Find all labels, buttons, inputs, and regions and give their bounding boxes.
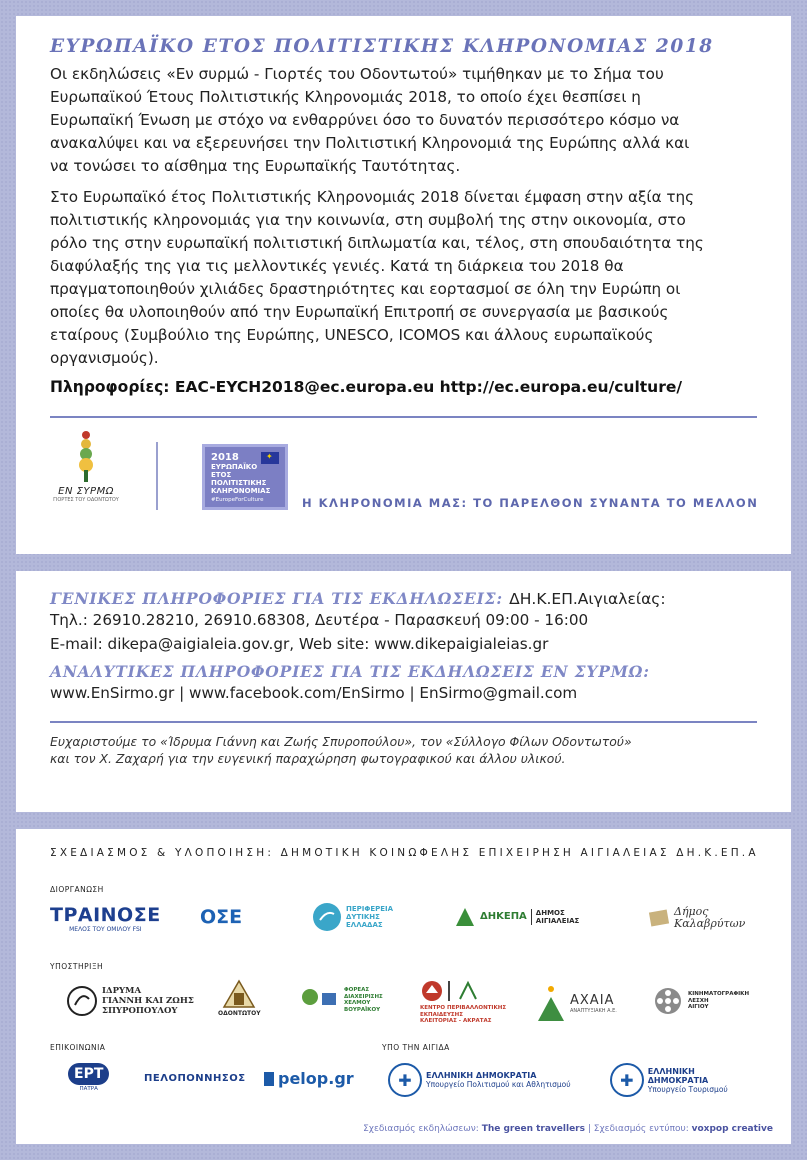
eych-paragraph-1: Οι εκδηλώσεις «Εν συρμώ - Γιορτές του Οδοντωτού» τιμήθηκαν με το Σήμα του Ευρωπαϊκού Έτους Πολιτιστικής Κληρονομιάς 2018, το οποίο έχει θεσπίσει η Ευρωπαϊκή Ένωση με στόχο να ενθαρρύνει όσο το δυνατόν περισσότερο κόσμο να ανακαλύψει και να εξερευνήσει την Πολιτιστική Κληρονομιά της Ευρώπης αλλά και να τονώσει το αίσθημα της Ευρωπαϊκής Ταυτότητας. <box>50 65 690 175</box>
general-info-heading: ΓΕΝΙΚΕΣ ΠΛΗΡΟΦΟΡΙΕΣ ΓΙΑ ΤΙΣ ΕΚΔΗΛΩΣΕΙΣ: ΔΗ.Κ.ΕΠ.Αιγιαλείας: <box>50 589 666 608</box>
eych-badge: ✦ 2018 ΕΥΡΩΠΑΪΚΟ ΕΤΟΣ ΠΟΛΙΤΙΣΤΙΚΗΣ ΚΛΗΡΟΝΟΜΙΑΣ #EuropeForCulture <box>202 444 288 510</box>
acknowledgements: Ευχαριστούμε το «Ίδρυμα Γιάννη και Ζωής Σπυροπούλου», τον «Σύλλογο Φίλων Οδοντωτού» και τον Χ. Ζαχαρή για την ευγενική παραχώρηση φωτογραφικού και άλλου υλικού. <box>50 734 632 766</box>
organizer-name: ΔΗ.Κ.ΕΠ.Αιγιαλείας: <box>509 590 666 608</box>
eych-title: ΕΥΡΩΠΑΪΚΟ ΕΤΟΣ ΠΟΛΙΤΙΣΤΙΚΗΣ ΚΛΗΡΟΝΟΜΙΑΣ 2018 <box>50 36 714 57</box>
ensirmo-flower-icon <box>71 430 101 482</box>
detail-info-heading: ΑΝΑΛΥΤΙΚΕΣ ΠΛΗΡΟΦΟΡΙΕΣ ΓΙΑ ΤΙΣ ΕΚΔΗΛΩΣΕΙΣ ΕΝ ΣΥΡΜΩ: <box>50 662 650 681</box>
ensirmo-subtitle: ΓΙΟΡΤΕΣ ΤΟΥ ΟΔΟΝΤΩΤΟΥ <box>53 497 119 503</box>
email-web-line[interactable]: E-mail: dikepa@aigialeia.gov.gr, Web site: www.dikepaigialeias.gr <box>50 635 549 653</box>
eych-info-link[interactable]: Πληροφορίες: EAC-EYCH2018@ec.europa.eu http://ec.europa.eu/culture/ <box>50 378 683 396</box>
kpe-emblem-icon <box>420 979 492 1003</box>
film-reel-icon <box>652 985 684 1017</box>
divider <box>50 721 757 723</box>
design-credit-line: ΣΧΕΔΙΑΣΜΟΣ & ΥΛΟΠΟΙΗΣΗ: ΔΗΜΟΤΙΚΗ ΚΟΙΝΩΦΕΛΗΣ ΕΠΙΧΕΙΡΗΣΗ ΑΙΓΙΑΛΕΙΑΣ ΔΗ.Κ.ΕΠ.Α <box>50 847 759 859</box>
comm-label: ΕΠΙΚΟΙΝΩΝΙΑ <box>50 1043 106 1052</box>
odontotou-logo: ΟΔΟΝΤΩΤΟΥ <box>218 979 261 1018</box>
eych-paragraph-2: Στο Ευρωπαϊκό έτος Πολιτιστικής Κληρονομιάς 2018 δίνεται έμφαση στην αξία της πολιτιστικής κληρονομιάς για την κοινωνία, στη συμβολή της στην οικονομία, στο ρόλο της στην ευρωπαϊκή πολιτιστική διπλωματία και, τέλος, στη σπουδαιότητα της διαφύλαξής της για τις μελλοντικές γενιές. Κατά τη διάρκεια του 2018 θα πραγματοποιηθούν χιλιάδες δραστηριότητες και εορτασμοί σε όλη την Ευρώπη οι οποίες θα υλοποιηθούν από την Ευρωπαϊκή Επιτροπή σε συνεργασία με βασικούς εταίρους (Συμβούλιο της Ευρώπης, UNESCO, ICOMOS και άλλους ευρωπαϊκούς οργανισμούς). <box>50 188 704 367</box>
eych-motto: Η ΚΛΗΡΟΝΟΜΙΑ ΜΑΣ: ΤΟ ΠΑΡΕΛΘΟΝ ΣΥΝΑΝΤΑ ΤΟ ΜΕΛΛΟΝ <box>302 496 759 510</box>
kalavryta-emblem-icon <box>648 907 670 929</box>
vertical-divider <box>156 442 158 510</box>
greek-coat-of-arms-icon: ✚ <box>388 1063 422 1097</box>
peloponnisos-logo: ΠΕΛΟΠΟΝΝΗΣΟΣ <box>144 1073 246 1084</box>
print-credits: Σχεδιασμός εκδηλώσεων: The green travellers | Σχεδιασμός εντύπου: voxpop creative <box>363 1124 773 1134</box>
greek-coat-of-arms-icon: ✚ <box>610 1063 644 1097</box>
ose-logo: ΟΣΕ <box>200 906 243 928</box>
idryma-logo: ΙΔΡΥΜΑ ΓΙΑΝΝΗ ΚΑΙ ΖΩΗΣ ΣΠΥΡΟΠΟΥΛΟΥ <box>66 985 194 1017</box>
aegis-label: ΥΠΟ ΤΗΝ ΑΙΓΙΔΑ <box>382 1043 450 1052</box>
organizers-label: ΔΙΟΡΓΑΝΩΣΗ <box>50 885 104 894</box>
ert-logo: ΕΡΤ ΠΑΤΡΑ <box>68 1063 109 1092</box>
pelop-logo: pelop.gr <box>264 1069 354 1088</box>
ensirmo-logo <box>50 430 122 503</box>
support-label: ΥΠΟΣΤΗΡΙΞΗ <box>50 962 104 971</box>
region-circle-icon <box>312 902 342 932</box>
eu-flag-icon <box>261 452 279 464</box>
ministry-tourism-logo: ✚ ΕΛΛΗΝΙΚΗ ΔΗΜΟΚΡΑΤΙΑ Υπουργείο Τουρισμού <box>610 1063 757 1097</box>
foreas-unesco-icon <box>300 985 340 1015</box>
kalavryta-logo: Δήμος Καλαβρύτων <box>648 906 745 930</box>
odontotou-badge-icon <box>221 979 257 1009</box>
ensirmo-name: ΕΝ ΣΥΡΜΩ <box>58 486 114 497</box>
ministry-culture-logo: ✚ ΕΛΛΗΝΙΚΗ ΔΗΜΟΚΡΑΤΙΑ Υπουργείο Πολιτισμού και Αθλητισμού <box>388 1063 571 1097</box>
foreas-logo: ΦΟΡΕΑΣ ΔΙΑΧΕΙΡΙΣΗΣ ΧΕΛΜΟΥ ΒΟΥΡΑΪΚΟΥ <box>300 985 383 1015</box>
region-logo: ΠΕΡΙΦΕΡΕΙΑ ΔΥΤΙΚΗΣ ΕΛΛΑΔΑΣ <box>312 902 393 932</box>
ensirmo-links-line[interactable]: www.EnSirmo.gr | www.facebook.com/EnSirmo | EnSirmo@gmail.com <box>50 684 578 702</box>
phone-line: Τηλ.: 26910.28210, 26910.68308, Δευτέρα - Παρασκευή 09:00 - 16:00 <box>50 611 589 629</box>
organizers-logos <box>50 902 757 960</box>
eych-logo-row <box>50 418 757 518</box>
partners-panel <box>16 829 791 1144</box>
achaia-logo: ΑΧΑΙΑ ΑΝΑΠΤΥΞΙΑΚΗ Α.Ε. <box>536 983 617 1023</box>
cine-club-logo: ΚΙΝΗΜΑΤΟΓΡΑΦΙΚΗ ΛΕΣΧΗ ΑΙΓΙΟΥ <box>652 985 749 1017</box>
kpe-logo: ΚΕΝΤΡΟ ΠΕΡΙΒΑΛΛΟΝΤΙΚΗΣ ΕΚΠΑΙΔΕΥΣΗΣ ΚΛΕΙΤΟΡΙΑΣ - ΑΚΡΑΤΑΣ <box>420 979 506 1025</box>
comm-aegis-row <box>50 1043 757 1123</box>
dikepa-leaf-icon <box>454 906 476 928</box>
trainose-logo: ΤΡΑΙΝΟΣΕ ΜΕΛΟΣ ΤΟΥ ΟΜΙΛΟΥ FSI <box>50 904 161 933</box>
contact-panel <box>16 571 791 812</box>
dikepa-logo: ΔΗΚΕΠΑ ΔΗΜΟΣ ΑΙΓΙΑΛΕΙΑΣ <box>454 906 579 928</box>
achaia-mountain-icon <box>536 983 566 1023</box>
idryma-emblem-icon <box>66 985 98 1017</box>
pelop-square-icon <box>264 1072 274 1086</box>
eych-panel <box>16 16 791 554</box>
supporters-logos <box>50 979 757 1043</box>
